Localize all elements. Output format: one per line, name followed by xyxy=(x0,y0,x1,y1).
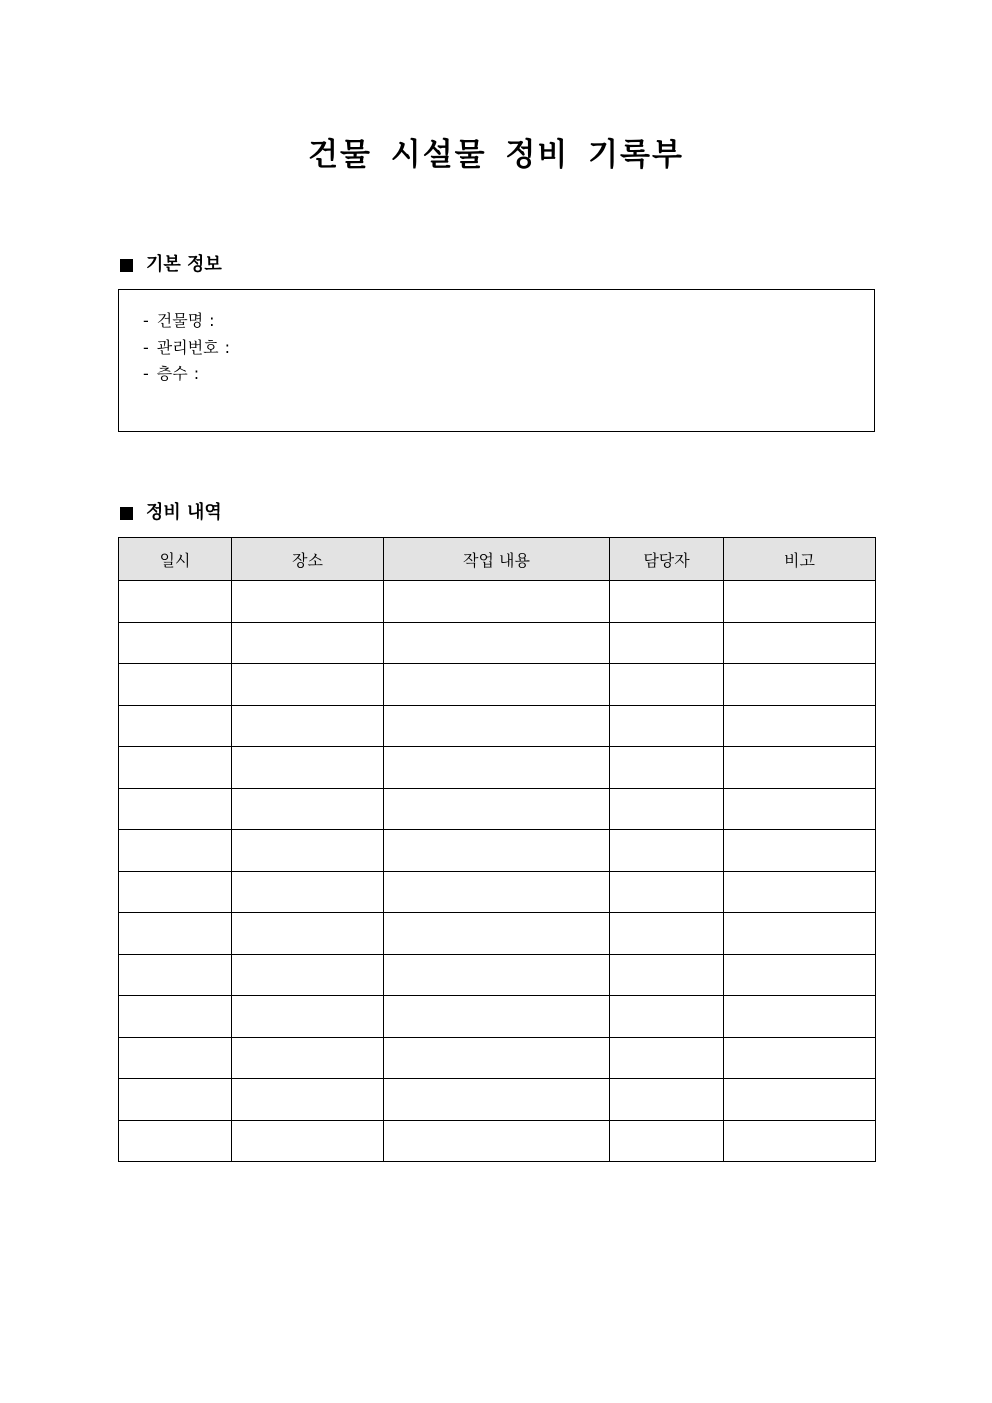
basic-info-box xyxy=(118,289,875,432)
date-cell[interactable] xyxy=(119,996,232,1038)
table-row xyxy=(119,581,876,623)
date-cell[interactable] xyxy=(119,705,232,747)
person-in-charge-cell[interactable] xyxy=(610,830,724,872)
date-cell[interactable] xyxy=(119,664,232,706)
remarks-cell[interactable] xyxy=(724,747,876,789)
work-content-cell[interactable] xyxy=(384,622,610,664)
remarks-cell[interactable] xyxy=(724,1120,876,1162)
column-header-person-in-charge: 담당자 xyxy=(610,538,724,581)
table-row xyxy=(119,913,876,955)
work-content-cell[interactable] xyxy=(384,830,610,872)
table-row xyxy=(119,954,876,996)
table-row xyxy=(119,996,876,1038)
work-content-cell[interactable] xyxy=(384,913,610,955)
location-cell[interactable] xyxy=(232,830,384,872)
remarks-cell[interactable] xyxy=(724,788,876,830)
date-cell[interactable] xyxy=(119,581,232,623)
maintenance-heading xyxy=(118,501,222,525)
info-field-floors: - 층수 : xyxy=(143,364,200,383)
person-in-charge-cell[interactable] xyxy=(610,954,724,996)
info-field-label: 층수 xyxy=(156,364,188,383)
date-cell[interactable] xyxy=(119,1079,232,1121)
location-cell[interactable] xyxy=(232,788,384,830)
location-cell[interactable] xyxy=(232,622,384,664)
info-field-building-name: - 건물명 : xyxy=(143,311,215,330)
square-bullet-icon xyxy=(120,507,133,520)
basic-info-heading xyxy=(118,253,222,277)
work-content-cell[interactable] xyxy=(384,954,610,996)
remarks-cell[interactable] xyxy=(724,830,876,872)
work-content-cell[interactable] xyxy=(384,705,610,747)
date-cell[interactable] xyxy=(119,622,232,664)
info-field-label: 관리번호 xyxy=(156,337,219,357)
remarks-cell[interactable] xyxy=(724,913,876,955)
date-cell[interactable] xyxy=(119,788,232,830)
work-content-cell[interactable] xyxy=(384,788,610,830)
column-header-location: 장소 xyxy=(232,538,384,581)
person-in-charge-cell[interactable] xyxy=(610,581,724,623)
table-row xyxy=(119,664,876,706)
remarks-cell[interactable] xyxy=(724,622,876,664)
person-in-charge-cell[interactable] xyxy=(610,1079,724,1121)
person-in-charge-cell[interactable] xyxy=(610,871,724,913)
location-cell[interactable] xyxy=(232,1079,384,1121)
maintenance-table-body xyxy=(119,581,876,1162)
remarks-cell[interactable] xyxy=(724,954,876,996)
person-in-charge-cell[interactable] xyxy=(610,788,724,830)
info-field-management-number: - 관리번호 : xyxy=(143,337,230,357)
remarks-cell[interactable] xyxy=(724,705,876,747)
person-in-charge-cell[interactable] xyxy=(610,1120,724,1162)
location-cell[interactable] xyxy=(232,581,384,623)
remarks-cell[interactable] xyxy=(724,664,876,706)
location-cell[interactable] xyxy=(232,747,384,789)
location-cell[interactable] xyxy=(232,954,384,996)
basic-info-list xyxy=(119,290,874,388)
date-cell[interactable] xyxy=(119,1037,232,1079)
person-in-charge-cell[interactable] xyxy=(610,705,724,747)
date-cell[interactable] xyxy=(119,747,232,789)
table-row xyxy=(119,830,876,872)
work-content-cell[interactable] xyxy=(384,996,610,1038)
date-cell[interactable] xyxy=(119,1120,232,1162)
work-content-cell[interactable] xyxy=(384,747,610,789)
maintenance-heading-label: 정비 내역 xyxy=(146,502,222,523)
column-header-remarks: 비고 xyxy=(724,538,876,581)
location-cell[interactable] xyxy=(232,996,384,1038)
location-cell[interactable] xyxy=(232,705,384,747)
table-row xyxy=(119,705,876,747)
location-cell[interactable] xyxy=(232,664,384,706)
work-content-cell[interactable] xyxy=(384,664,610,706)
location-cell[interactable] xyxy=(232,871,384,913)
column-header-work-content: 작업 내용 xyxy=(384,538,610,581)
remarks-cell[interactable] xyxy=(724,581,876,623)
square-bullet-icon xyxy=(120,259,133,272)
table-row xyxy=(119,1120,876,1162)
work-content-cell[interactable] xyxy=(384,581,610,623)
table-row xyxy=(119,871,876,913)
remarks-cell[interactable] xyxy=(724,1037,876,1079)
page-title: 건물 시설물 정비 기록부 xyxy=(308,137,684,173)
person-in-charge-cell[interactable] xyxy=(610,1037,724,1079)
date-cell[interactable] xyxy=(119,954,232,996)
basic-info-heading-label: 기본 정보 xyxy=(146,254,222,275)
remarks-cell[interactable] xyxy=(724,871,876,913)
date-cell[interactable] xyxy=(119,913,232,955)
location-cell[interactable] xyxy=(232,1037,384,1079)
person-in-charge-cell[interactable] xyxy=(610,996,724,1038)
date-cell[interactable] xyxy=(119,871,232,913)
info-field-label: 건물명 xyxy=(156,311,204,330)
remarks-cell[interactable] xyxy=(724,996,876,1038)
remarks-cell[interactable] xyxy=(724,1079,876,1121)
location-cell[interactable] xyxy=(232,913,384,955)
work-content-cell[interactable] xyxy=(384,1037,610,1079)
column-header-date: 일시 xyxy=(119,538,232,581)
table-row xyxy=(119,1037,876,1079)
person-in-charge-cell[interactable] xyxy=(610,913,724,955)
table-row xyxy=(119,747,876,789)
person-in-charge-cell[interactable] xyxy=(610,622,724,664)
table-row xyxy=(119,622,876,664)
maintenance-table xyxy=(118,537,876,1162)
table-row xyxy=(119,1079,876,1121)
table-header-row xyxy=(119,538,876,581)
person-in-charge-cell[interactable] xyxy=(610,664,724,706)
work-content-cell[interactable] xyxy=(384,871,610,913)
work-content-cell[interactable] xyxy=(384,1120,610,1162)
table-row xyxy=(119,788,876,830)
date-cell[interactable] xyxy=(119,830,232,872)
location-cell[interactable] xyxy=(232,1120,384,1162)
person-in-charge-cell[interactable] xyxy=(610,747,724,789)
work-content-cell[interactable] xyxy=(384,1079,610,1121)
